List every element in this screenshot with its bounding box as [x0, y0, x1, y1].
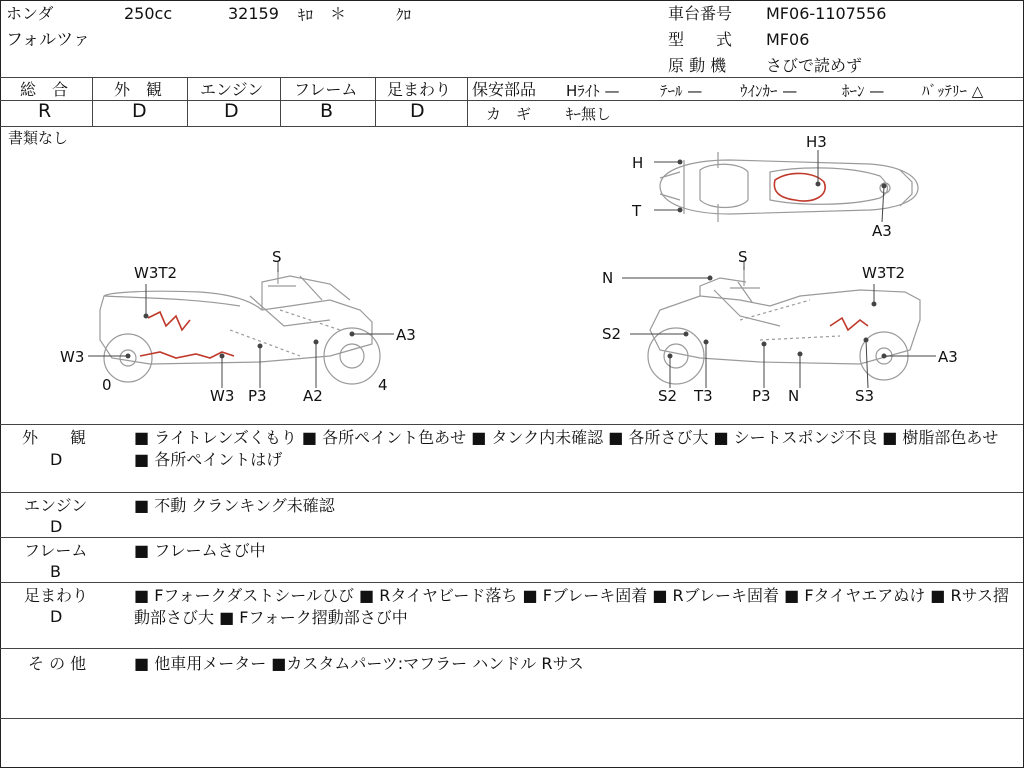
remarks-engine-text: ■ 不動 クランキング未確認 — [134, 496, 335, 515]
label-left-W3T2: W3T2 — [134, 264, 178, 282]
label-top-A3: A3 — [872, 222, 892, 240]
label-right-N: N — [788, 387, 800, 405]
label-left-W3: W3 — [210, 387, 235, 405]
suspension-label: 足まわり — [387, 80, 452, 99]
label-left-S: S — [272, 248, 282, 266]
label-right-A3: A3 — [938, 348, 958, 366]
label-left-A3: A3 — [396, 326, 416, 344]
frame-no-value: MF06-1107556 — [766, 4, 887, 23]
overall-grade: R — [38, 100, 52, 122]
displacement: 250cc — [124, 4, 173, 23]
frame-grade: B — [320, 100, 334, 122]
label-left-four: 4 — [378, 376, 388, 394]
label-top-H3: H3 — [806, 133, 827, 151]
type-label: 型 式 — [668, 30, 733, 49]
frame-no-label: 車台番号 — [668, 4, 733, 23]
right-side-scooter — [648, 266, 920, 384]
type-value: MF06 — [766, 30, 810, 49]
remarks-divider — [0, 648, 1023, 649]
remarks-suspension-text: ■ Fフォークダストシールひび ■ Rタイヤビード落ち ■ Fブレーキ固着 ■ Rブレーキ固着 ■ Fタイヤエアぬけ ■ Rサス摺動部さび大 ■ Fフォーク摺動部さび中 — [134, 586, 1009, 627]
engine-no-value: さびで読めず — [766, 56, 863, 75]
remarks-bottom-divider — [0, 718, 1023, 719]
remarks-frame-label: フレーム — [24, 541, 88, 560]
model-name: フォルツァ — [6, 30, 90, 50]
label-right-W3T2: W3T2 — [862, 264, 906, 282]
mileage-flag: ＊ — [330, 4, 347, 23]
remarks-divider — [0, 537, 1023, 538]
remarks-suspension-grade: D — [50, 607, 63, 626]
remarks-engine-label: エンジン — [24, 496, 88, 515]
mileage: 32159 — [228, 4, 279, 23]
label-left-zero: 0 — [102, 376, 112, 394]
engine-grade: D — [224, 100, 239, 122]
label-top-T: T — [632, 202, 642, 220]
remarks-other-text: ■ 他車用メーター ■カスタムパーツ:マフラー ハンドル Rサス — [134, 654, 584, 673]
label-right-S2: S2 — [658, 387, 678, 405]
winker-status: ｳｲﾝｶｰ — — [740, 82, 798, 100]
engine-label: エンジン — [200, 80, 264, 99]
damage-mark-right-panel — [830, 318, 868, 330]
maker-name: ホンダ — [6, 4, 54, 23]
label-right-T3: T3 — [694, 387, 713, 405]
label-right-S3: S3 — [855, 387, 875, 405]
key-value: ｷｰ無し — [566, 105, 612, 123]
remarks-exterior-text: ■ ライトレンズくもり ■ 各所ペイント色あせ ■ タンク内未確認 ■ 各所さび大 ■ シートスポンジ不良 ■ 樹脂部色あせ ■ 各所ペイントはげ — [134, 428, 999, 469]
exterior-grade: D — [132, 100, 147, 122]
top-view-scooter — [660, 152, 918, 222]
engine-no-label: 原 動 機 — [668, 56, 727, 75]
label-left-A2: A2 — [303, 387, 323, 405]
label-right-N-top: N — [602, 269, 614, 287]
frame-label: フレーム — [294, 80, 358, 99]
horn-status: ﾎｰﾝ — — [842, 82, 885, 100]
remarks-frame-grade: B — [50, 562, 61, 581]
documents-note: 書類なし — [8, 129, 69, 147]
overall-label: 総 合 — [20, 80, 69, 99]
battery-status: ﾊﾞｯﾃﾘｰ △ — [922, 82, 984, 100]
label-top-H: H — [632, 154, 644, 172]
remarks-exterior-label: 外 観 — [22, 428, 87, 447]
damage-mark-left-panel — [148, 312, 190, 330]
suspension-grade: D — [410, 100, 425, 122]
tail-status: ﾃｰﾙ — — [660, 82, 703, 100]
left-side-scooter — [100, 270, 380, 384]
headlight-status: Hﾗｲﾄ — — [566, 82, 620, 100]
remarks-engine-grade: D — [50, 517, 63, 536]
mileage-unit: ｷﾛ — [298, 6, 314, 24]
remarks-suspension-label: 足まわり — [24, 586, 89, 605]
label-right-S: S — [738, 248, 748, 266]
color-value: ｸﾛ — [396, 6, 412, 24]
label-right-S2-side: S2 — [602, 325, 622, 343]
remarks-other-label: そ の 他 — [28, 654, 87, 673]
label-left-P3: P3 — [248, 387, 267, 405]
remarks-frame-text: ■ フレームさび中 — [134, 541, 266, 560]
label-right-P3: P3 — [752, 387, 771, 405]
key-label: カ ギ — [486, 105, 532, 123]
label-left-W3-front: W3 — [60, 348, 85, 366]
safety-label: 保安部品 — [472, 80, 537, 99]
remarks-divider — [0, 582, 1023, 583]
remarks-exterior-grade: D — [50, 450, 63, 469]
exterior-label: 外 観 — [114, 80, 163, 99]
diagram-bottom-divider — [0, 424, 1023, 425]
remarks-divider — [0, 492, 1023, 493]
